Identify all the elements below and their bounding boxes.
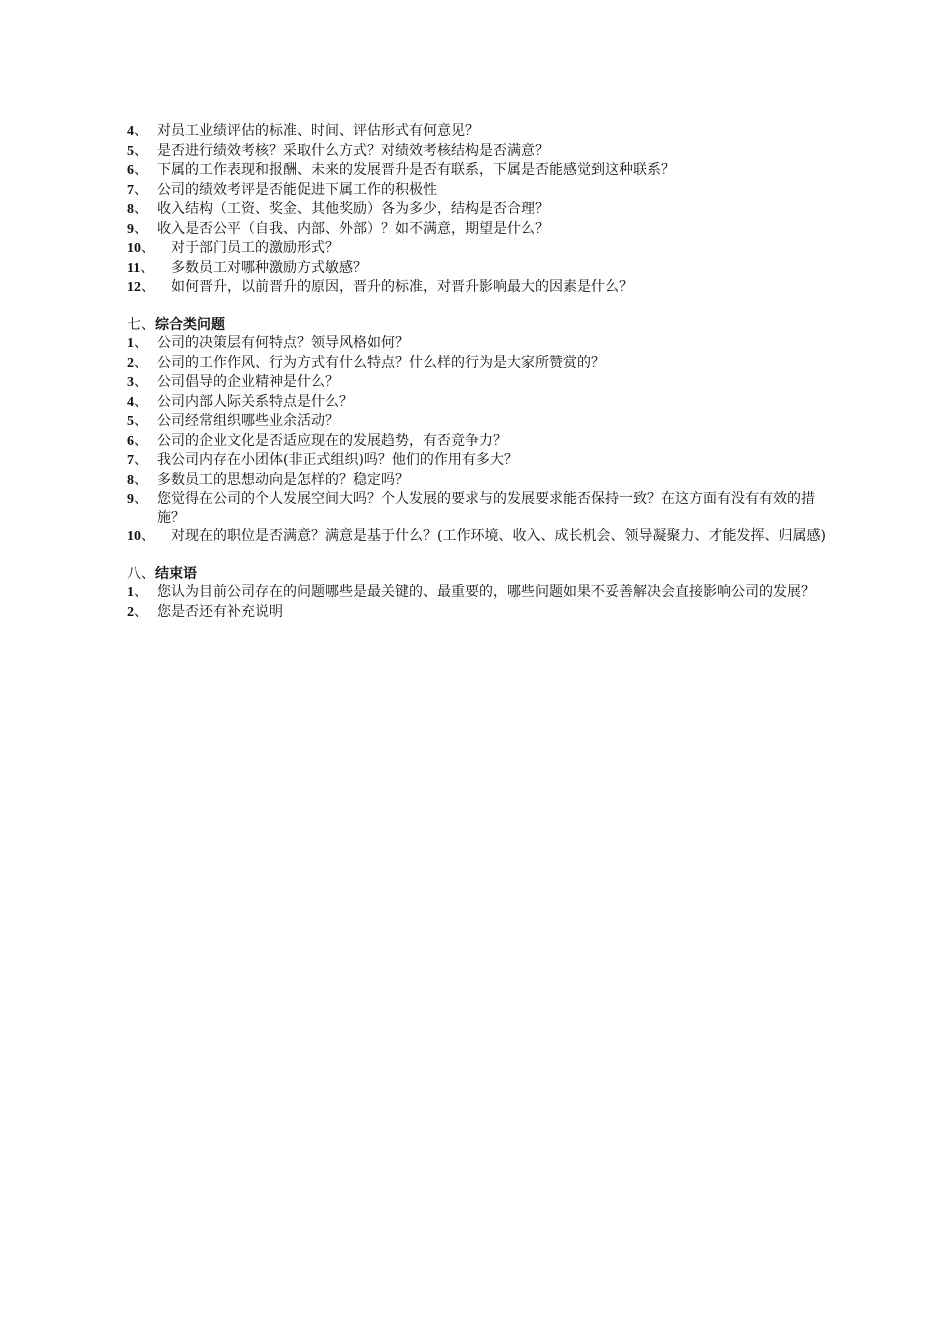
document-page	[127, 122, 827, 640]
section-prev-list	[127, 122, 827, 298]
section-title: 综合类问题	[155, 316, 225, 333]
item-number: 2	[127, 355, 134, 371]
item-number: 9	[127, 221, 134, 237]
section-7	[127, 316, 827, 547]
item-number: 12	[127, 280, 141, 295]
item-text: 收入结构（工资、奖金、其他奖励）各为多少，结构是否合理？	[157, 201, 549, 217]
item-text: 对于部门员工的激励形式？	[171, 240, 339, 256]
list-item: 1、 公司的决策层有何特点？领导风格如何？	[127, 334, 827, 354]
list-item: 4、 公司内部人际关系特点是什么？	[127, 393, 827, 413]
section-heading	[127, 316, 827, 335]
item-text: 下属的工作表现和报酬、未来的发展晋升是否有联系，下属是否能感觉到这种联系？	[157, 162, 675, 178]
section-8	[127, 565, 827, 623]
list-item: 8、 多数员工的思想动向是怎样的？稳定吗？	[127, 471, 827, 491]
item-number: 6	[127, 433, 134, 449]
item-text: 对现在的职位是否满意？满意是基于什么？(工作环境、收入、成长机会、领导凝聚力、才能发挥、归属感)	[171, 528, 826, 544]
item-text: 公司的绩效考评是否能促进下属工作的积极性	[157, 181, 437, 198]
item-number: 10	[127, 529, 141, 544]
list-item: 5、 是否进行绩效考核？采取什么方式？对绩效考核结构是否满意？	[127, 142, 827, 162]
item-text: 您认为目前公司存在的问题哪些是最关键的、最重要的，哪些问题如果不妥善解决会直接影响公司的发展？	[157, 584, 815, 600]
section-prefix: 八、	[127, 565, 155, 582]
list-item: 11、 多数员工对哪种激励方式敏感？	[127, 259, 827, 279]
item-text: 公司的企业文化是否适应现在的发展趋势，有否竞争力？	[157, 432, 507, 449]
item-text: 公司的工作作风、行为方式有什么特点？什么样的行为是大家所赞赏的？	[157, 354, 605, 371]
item-text: 收入是否公平（自我、内部、外部）？如不满意，期望是什么？	[157, 220, 549, 237]
list-item: 7、 我公司内存在小团体(非正式组织)吗？他们的作用有多大？	[127, 451, 827, 471]
item-text: 您觉得在公司的个人发展空间大吗？个人发展的要求与的发展要求能否保持一致？在这方面有没有有效的措施？	[157, 491, 815, 526]
item-number: 1	[127, 585, 134, 600]
item-text: 公司经常组织哪些业余活动？	[157, 413, 339, 429]
item-number: 8	[127, 472, 134, 488]
item-text: 公司的决策层有何特点？领导风格如何？	[157, 335, 409, 351]
list-item: 12、 如何晋升，以前晋升的原因，晋升的标准，对晋升影响最大的因素是什么？	[127, 278, 827, 298]
item-text: 公司内部人际关系特点是什么？	[157, 393, 353, 410]
item-number: 10	[127, 241, 141, 256]
item-text: 是否进行绩效考核？采取什么方式？对绩效考核结构是否满意？	[157, 142, 549, 159]
list-item: 7、 公司的绩效考评是否能促进下属工作的积极性	[127, 181, 827, 201]
item-number: 2	[127, 604, 134, 620]
item-number: 4	[127, 124, 134, 139]
list-item: 2、 您是否还有补充说明	[127, 603, 827, 623]
list-item: 10、 对现在的职位是否满意？满意是基于什么？(工作环境、收入、成长机会、领导凝聚力、才能发挥、归属感)	[127, 528, 826, 544]
section-prefix: 七、	[127, 316, 155, 333]
item-number: 8	[127, 202, 134, 217]
item-number: 11	[127, 260, 141, 276]
item-text: 多数员工对哪种激励方式敏感？	[171, 259, 367, 276]
list-item: 2、 公司的工作作风、行为方式有什么特点？什么样的行为是大家所赞赏的？	[127, 354, 827, 374]
item-number: 7	[127, 182, 134, 198]
item-text: 如何晋升，以前晋升的原因，晋升的标准，对晋升影响最大的因素是什么？	[171, 279, 633, 295]
item-number: 1	[127, 336, 134, 351]
list-item: 4、 对员工业绩评估的标准、时间、评估形式有何意见？	[127, 122, 827, 142]
list-item: 6、 下属的工作表现和报酬、未来的发展晋升是否有联系，下属是否能感觉到这种联系？	[127, 161, 827, 181]
list-item: 9、 您觉得在公司的个人发展空间大吗？个人发展的要求与的发展要求能否保持一致？在这方面有没有有效的措施？	[127, 490, 827, 527]
item-number: 4	[127, 394, 134, 410]
item-number: 5	[127, 414, 134, 429]
list-item: 1、 您认为目前公司存在的问题哪些是最关键的、最重要的，哪些问题如果不妥善解决会直接影响公司的发展？	[127, 583, 827, 603]
item-text: 多数员工的思想动向是怎样的？稳定吗？	[157, 471, 409, 488]
list-item: 9、 收入是否公平（自我、内部、外部）？如不满意，期望是什么？	[127, 220, 827, 240]
list-item: 3、 公司倡导的企业精神是什么？	[127, 373, 827, 393]
list-item: 10、 对于部门员工的激励形式？	[127, 239, 827, 259]
list-item: 8、 收入结构（工资、奖金、其他奖励）各为多少，结构是否合理？	[127, 200, 827, 220]
list-item: 5、 公司经常组织哪些业余活动？	[127, 412, 827, 432]
item-number: 5	[127, 143, 134, 159]
item-number: 9	[127, 492, 134, 507]
section-title: 结束语	[155, 565, 197, 582]
item-number: 3	[127, 375, 134, 390]
item-text: 公司倡导的企业精神是什么？	[157, 374, 339, 390]
item-text: 您是否还有补充说明	[157, 603, 283, 620]
section-heading	[127, 565, 827, 584]
item-number: 6	[127, 163, 134, 178]
item-text: 对员工业绩评估的标准、时间、评估形式有何意见？	[157, 123, 479, 139]
list-item: 6、 公司的企业文化是否适应现在的发展趋势，有否竞争力？	[127, 432, 827, 452]
item-number: 7	[127, 453, 134, 468]
item-text: 我公司内存在小团体(非正式组织)吗？他们的作用有多大？	[157, 452, 518, 468]
